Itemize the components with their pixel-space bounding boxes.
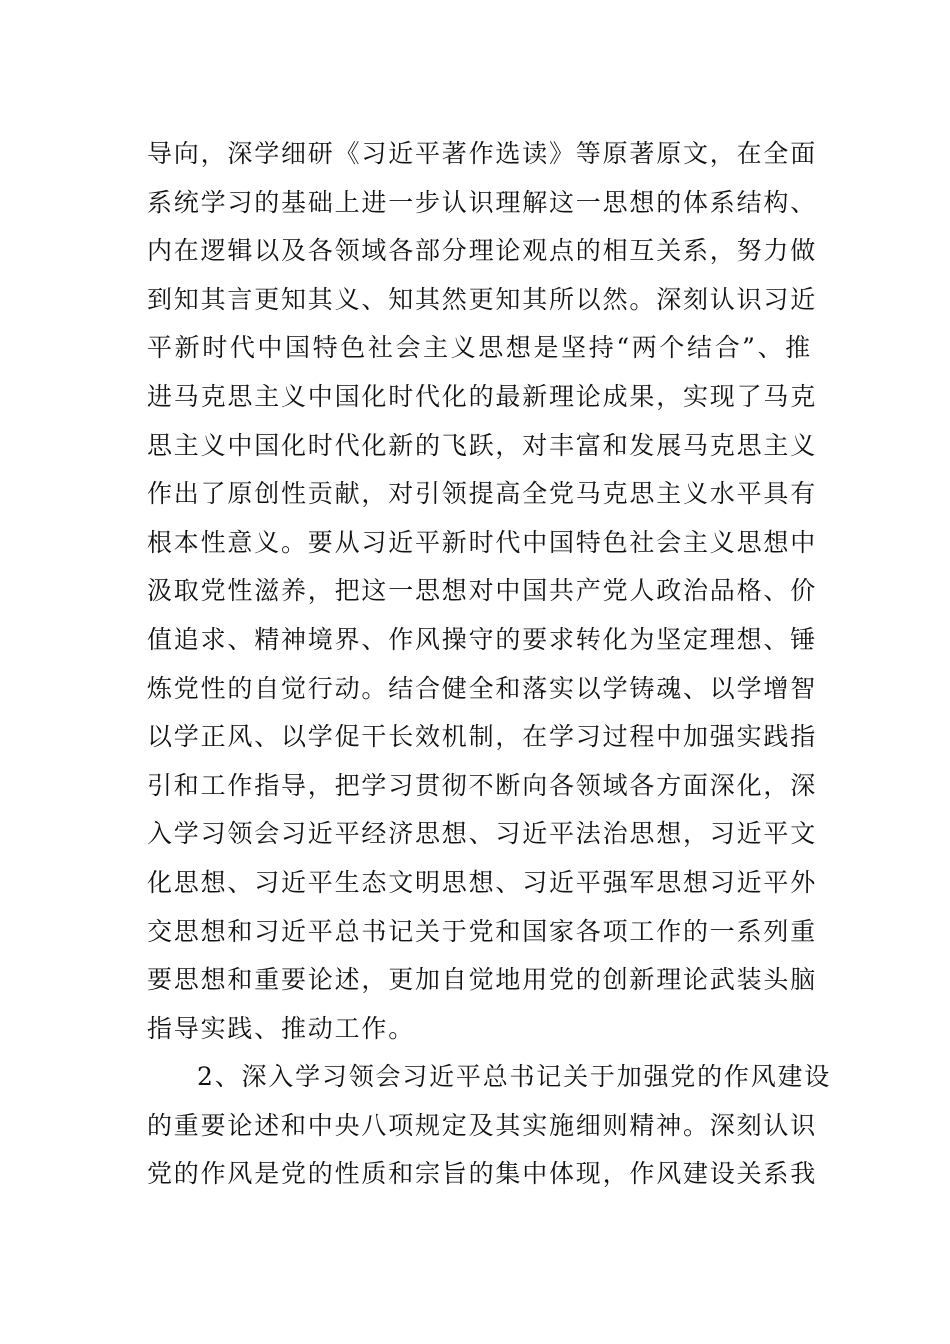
- text-line: 导向，深学细研《习近平著作选读》等原著原文，在全面: [147, 139, 818, 168]
- text-line: 引和工作指导，把学习贯彻不断向各领域各方面深化，深: [147, 770, 818, 800]
- text-line: 根本性意义。要从习近平新时代中国特色社会主义思想中: [147, 527, 818, 557]
- text-line: 2、深入学习领会习近平总书记关于加强党的作风建设: [197, 1062, 832, 1092]
- text-line: 到知其言更知其义、知其然更知其所以然。深刻认识习近: [147, 284, 818, 314]
- text-line: 化思想、习近平生态文明思想、习近平强军思想习近平外: [147, 867, 818, 897]
- paragraph-1: [147, 130, 818, 1053]
- text-line: 以学正风、以学促干长效机制，在学习过程中加强实践指: [147, 722, 818, 752]
- text-line: 交思想和习近平总书记关于党和国家各项工作的一系列重: [147, 916, 818, 946]
- text-line: 的重要论述和中央八项规定及其实施细则精神。深刻认识: [147, 1110, 818, 1140]
- text-line: 平新时代中国特色社会主义思想是坚持“两个结合”、推: [147, 333, 812, 363]
- text-line: 进马克思主义中国化时代化的最新理论成果，实现了马克: [147, 381, 818, 411]
- text-line: 汲取党性滋养，把这一思想对中国共产党人政治品格、价: [147, 576, 818, 606]
- text-line: 党的作风是党的性质和宗旨的集中体现，作风建设关系我: [147, 1159, 818, 1189]
- text-line: 作出了原创性贡献，对引领提高全党马克思主义水平具有: [147, 479, 818, 509]
- paragraph-2: [147, 1053, 832, 1199]
- text-line: 思主义中国化时代化新的飞跃，对丰富和发展马克思主义: [147, 430, 818, 460]
- text-line: 指导实践、推动工作。: [147, 1013, 416, 1043]
- text-line: 系统学习的基础上进一步认识理解这一思想的体系结构、: [147, 187, 818, 217]
- text-line: 值追求、精神境界、作风操守的要求转化为坚定理想、锤: [147, 624, 818, 654]
- text-line: 入学习领会习近平经济思想、习近平法治思想，习近平文: [147, 819, 818, 849]
- text-line: 炼党性的自觉行动。结合健全和落实以学铸魂、以学增智: [147, 673, 818, 703]
- text-line: 内在逻辑以及各领域各部分理论观点的相互关系，努力做: [147, 236, 818, 266]
- document-body: [147, 130, 832, 1199]
- text-line: 要思想和重要论述，更加自觉地用党的创新理论武装头脑: [147, 965, 818, 995]
